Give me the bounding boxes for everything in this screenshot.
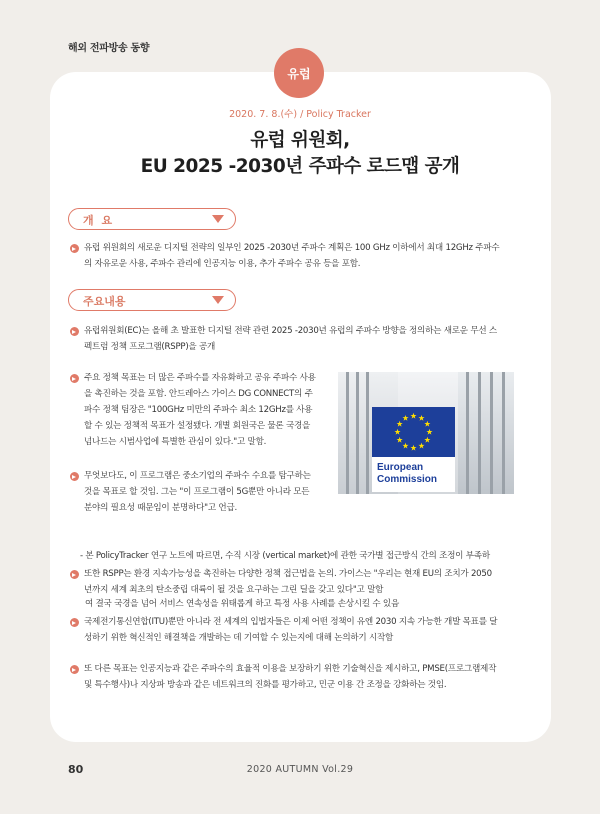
main-paragraph-2: [84, 370, 334, 450]
main-paragraph-5: [84, 614, 544, 646]
bullet-arrow-icon: [70, 472, 79, 481]
text-line: 또한 RSPP는 환경 지속가능성을 촉진하는 다양한 정책 접근법을 논의. 가이스는 "우리는 현재 EU의 조치가 2050: [84, 569, 492, 579]
article-title-line-2: EU 2025 -2030년 주파수 로드맵 공개: [140, 156, 460, 177]
text-line: 을 촉진하는 것을 포함. 안드레아스 가이스 DG CONNECT의 주: [84, 389, 313, 399]
bullet-arrow-icon: [70, 327, 79, 336]
logo-text-line: Commission: [377, 474, 438, 485]
section-main-label: 주요내용: [83, 295, 126, 308]
text-line: 무엇보다도, 이 프로그램은 중소기업의 주파수 수요를 탐구하는: [84, 471, 311, 481]
triangle-down-icon: [212, 215, 224, 223]
overview-paragraph: [84, 240, 544, 272]
text-line: 년까지 세계 최초의 탄소중립 대륙이 될 것을 요구하는 그린 딜을 갖고 있다"고 말함: [84, 585, 384, 595]
main-paragraph-1: [84, 323, 544, 355]
text-line: 유럽위원회(EC)는 올해 초 발표한 디지털 전략 관련 2025 -2030년 유럽의 주파수 방향을 정의하는 새로운 무선 스: [84, 326, 497, 336]
publication-section-label: 해외 전파방송 동향: [68, 43, 150, 54]
text-line: 넘나드는 시범사업에 특별한 관심이 있다."고 말함.: [84, 437, 267, 447]
text-line: 국제전기통신연합(ITU)뿐만 아니라 전 세계의 입법자들은 이제 어떤 정책이 유엔 2030 지속 가능한 개발 목표를 달: [84, 617, 498, 627]
main-paragraph-3: [84, 468, 334, 516]
text-line: 펙트럼 정책 프로그램(RSPP)을 공개: [84, 342, 216, 352]
text-line: 파수 정책 팀장은 "100GHz 미만의 주파수 최소 12GHz를 사용: [84, 405, 313, 415]
text-line: - 본 PolicyTracker 연구 노트에 따르면, 수직 시장 (vertical market)에 관한 국가별 접근방식 간의 조정이 부족하: [80, 551, 490, 561]
text-line: 성하기 위한 혁신적인 해결책을 개발하는 데 기여할 수 있는지에 대해 논의하기 시작함: [84, 633, 394, 643]
european-commission-logo: [377, 462, 437, 486]
text-line: 의 자유로운 사용, 주파수 관리에 인공지능 이용, 추가 주파수 공유 등을 포함.: [84, 259, 361, 269]
text-line: 분야의 필요성 때문임이 분명하다"고 언급.: [84, 503, 237, 513]
text-line: 유럽 위원회의 새로운 디지털 전략의 일부인 2025 -2030년 주파수 계획은 100 GHz 이하에서 최대 12GHz 주파수: [84, 243, 500, 253]
text-line: 할 수 있는 정책적 목표가 설정됐다. 개별 회원국은 물론 국경을: [84, 421, 311, 431]
bullet-arrow-icon: [70, 570, 79, 579]
main-paragraph-4: [84, 566, 544, 598]
text-line: 주요 정책 목표는 더 많은 주파수를 자유화하고 공유 주파수 사용: [84, 373, 316, 383]
logo-text-line: European: [377, 462, 424, 473]
page-number: 80: [68, 763, 84, 776]
bullet-arrow-icon: [70, 618, 79, 627]
main-paragraph-6: [84, 661, 544, 693]
bullet-arrow-icon: [70, 244, 79, 253]
text-line: 및 특수행사)나 지상파 방송과 같은 네트워크의 진화를 평가하고, 민군 이용 간 조정을 강화하는 것임.: [84, 680, 447, 690]
eu-flag-icon: [372, 407, 455, 457]
text-line: 또 다른 목표는 인공지능과 같은 주파수의 효율적 이용을 보장하기 위한 기술혁신을 제시하고, PMSE(프로그램제작: [84, 664, 497, 674]
bullet-arrow-icon: [70, 374, 79, 383]
bullet-arrow-icon: [70, 665, 79, 674]
region-badge: 유럽: [274, 48, 324, 98]
section-overview-header: [68, 208, 236, 230]
article-title-line-1: 유럽 위원회,: [250, 130, 350, 151]
triangle-down-icon: [212, 296, 224, 304]
article-title: [0, 128, 600, 180]
text-line: 것을 목표로 할 것임. 그는 "이 프로그램이 5G뿐만 아니라 모든: [84, 487, 310, 497]
text-line: 여 결국 국경을 넘어 서비스 연속성을 위태롭게 하고 특정 사용 사례를 손상시킬 수 있음: [80, 599, 400, 609]
issue-label: 2020 AUTUMN Vol.29: [246, 764, 354, 775]
article-dateline: 2020. 7. 8.(수) / Policy Tracker: [229, 109, 371, 120]
section-overview-label: 개 요: [83, 214, 115, 227]
section-main-header: [68, 289, 236, 311]
